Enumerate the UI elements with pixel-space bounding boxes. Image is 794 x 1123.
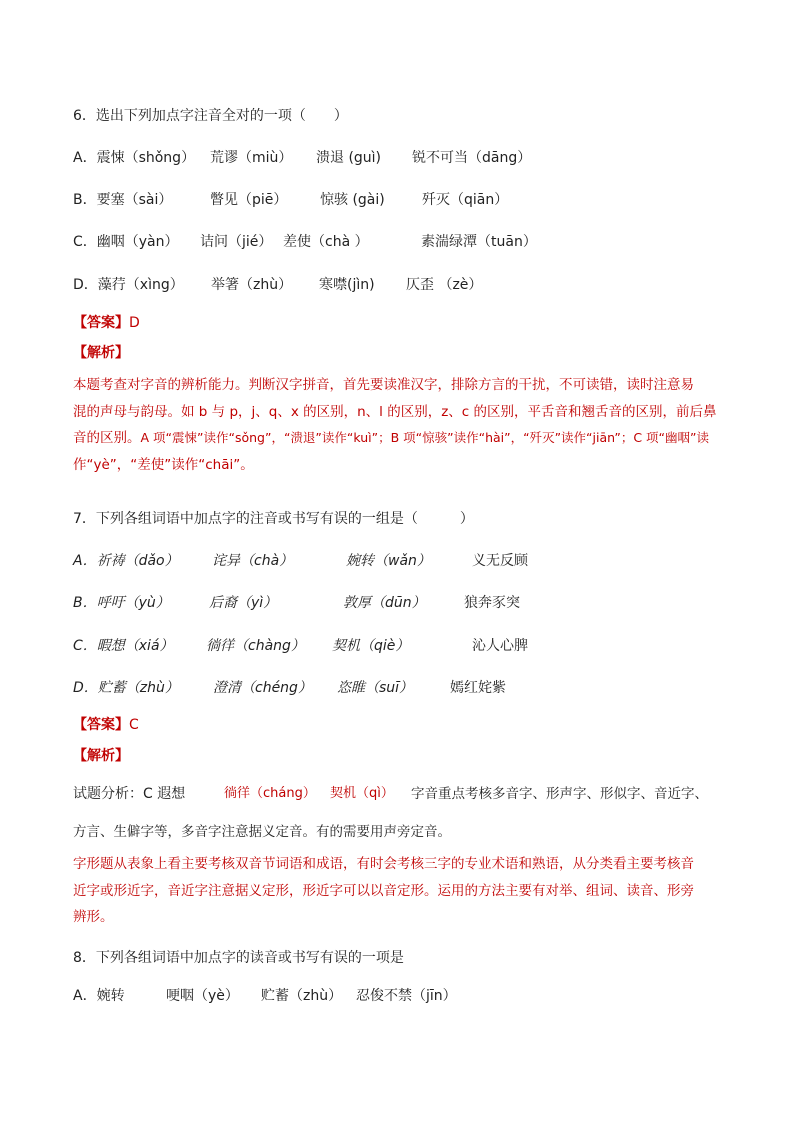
q6-option-d-3: 寒噤(jìn) — [319, 277, 375, 293]
q7-analysis-1b: 徜徉（cháng） — [224, 786, 316, 801]
q7-answer — [73, 715, 139, 735]
q6-analysis-line-3b: A 项“震悚”读作“sǒng”，“溃退”读作“kuì”；B 项“惊骇”读作“hài”，“歼灭”读作“jiān”；C 项“幽咽”读 — [140, 430, 710, 445]
q8-stem: 8．下列各组词语中加点字的读音或书写有误的一项是 — [73, 950, 404, 966]
q6-option-c-4: 素湍绿潭（tuān） — [421, 234, 537, 250]
q6-option-a-3: 溃退 (guì) — [316, 150, 382, 166]
q6-option-c-2: 诘问（jié） — [200, 234, 273, 250]
q6-option-c-1: C．幽咽（yàn） — [73, 234, 179, 250]
q7-option-a — [73, 551, 753, 571]
q7-analysis-tag: 【解析】 — [73, 748, 129, 764]
q7-analysis-1a: 试题分析：C 遐想 — [73, 786, 186, 802]
q7-option-c-4: 沁人心脾 — [472, 638, 528, 654]
q6-option-d-1: D．藻荇（xìng） — [73, 277, 184, 293]
q6-option-a — [73, 148, 753, 168]
q7-option-d-2: 澄清（chéng） — [213, 680, 312, 696]
q7-answer-tag: 【答案】 — [73, 717, 129, 733]
q7-stem: 7．下列各组词语中加点字的注音或书写有误的一组是（ ） — [73, 511, 474, 527]
q7-option-d — [73, 678, 753, 698]
q7-analysis-1d: 字音重点考核多音字、形声字、形似字、音近字、 — [411, 786, 708, 802]
q6-stem: 6．选出下列加点字注音全对的一项（ ） — [73, 108, 348, 124]
q6-option-b — [73, 190, 753, 210]
q6-analysis-line-1: 本题考查对字音的辨析能力。判断汉字拼音，首先要读准汉字，排除方言的干扰，不可读错，读时注意易 — [73, 377, 694, 393]
q7-option-a-3: 婉转（wǎn） — [346, 553, 431, 569]
q6-option-d — [73, 275, 753, 295]
q6-option-d-4: 仄歪 （zè） — [406, 277, 483, 293]
q6-answer-tag: 【答案】 — [73, 315, 129, 331]
q6-analysis-line-2: 混的声母与韵母。如 b 与 p，j、q、x 的区别，n、l 的区别，z、c 的区别，平舌音和翘舌音的区别，前后鼻 — [73, 403, 717, 420]
q7-option-a-1: A．祈祷（dǎo） — [73, 553, 179, 569]
q6-answer-value: D — [129, 315, 140, 331]
q7-analysis-line-1 — [73, 784, 753, 804]
q6-analysis-line-4: 作“yè”，“差使”读作“chāi”。 — [73, 456, 254, 473]
q7-option-c-3: 契机（qiè） — [332, 638, 410, 654]
q7-option-d-3: 恣睢（suī） — [337, 680, 414, 696]
q7-option-b-2: 后裔（yì） — [209, 595, 278, 611]
q7-option-b — [73, 593, 753, 613]
q8-option-a-4: 忍俊不禁（jīn） — [356, 988, 457, 1004]
q7-analysis-line-2: 方言、生僻字等，多音字注意据义定音。有的需要用声旁定音。 — [73, 824, 451, 840]
q7-option-c — [73, 636, 753, 656]
q6-option-a-1: A．震悚（shǒng） — [73, 150, 196, 166]
q7-option-b-1: B．呼吁（yù） — [73, 595, 170, 611]
q7-analysis-line-3: 字形题从表象上看主要考核双音节词语和成语，有时会考核三字的专业术语和熟语，从分类看主要考核音 — [73, 856, 694, 872]
q6-option-b-4: 歼灭（qiān） — [422, 192, 509, 208]
q6-analysis — [73, 372, 725, 478]
q7-analysis-line-4: 近字或形近字，音近字注意据义定形，形近字可以以音定形。运用的方法主要有对举、组词、读音、形旁 — [73, 882, 694, 899]
q6-answer — [73, 313, 140, 333]
q6-analysis-tag: 【解析】 — [73, 345, 129, 361]
q8-option-a-2: 哽咽（yè） — [166, 988, 239, 1004]
q6-option-c — [73, 232, 753, 252]
q7-option-d-1: D．贮蓄（zhù） — [73, 680, 179, 696]
q7-option-b-3: 敦厚（dūn） — [343, 595, 426, 611]
q6-option-b-1: B．要塞（sài） — [73, 192, 173, 208]
q6-option-c-3: 差使（chà ） — [283, 234, 369, 250]
q7-option-a-4: 义无反顾 — [472, 553, 528, 569]
q7-option-b-4: 狼奔豕突 — [464, 595, 520, 611]
q7-option-c-1: C．暇想（xiá） — [73, 638, 174, 654]
q6-option-b-2: 瞥见（piē） — [210, 192, 288, 208]
q6-option-b-3: 惊骇 (gài) — [320, 192, 385, 208]
q6-option-a-2: 荒谬（miù） — [210, 150, 293, 166]
q7-analysis-line-5: 辨形。 — [73, 909, 114, 925]
q6-analysis-line-3a: 音的区别。 — [73, 430, 141, 446]
q8-option-a-1: A．婉转 — [73, 988, 125, 1004]
q6-analysis-line-3 — [73, 425, 725, 452]
q7-answer-value: C — [129, 717, 139, 733]
q7-option-a-2: 诧异（chà） — [212, 553, 294, 569]
q7-option-d-4: 嫣红姹紫 — [450, 680, 506, 696]
q7-analysis-1c: 契机（qì） — [330, 786, 394, 801]
q7-analysis-para — [73, 851, 725, 931]
q8-option-a — [73, 986, 753, 1006]
q6-option-a-4: 锐不可当（dāng） — [412, 150, 532, 166]
q6-option-d-2: 举箸（zhù） — [211, 277, 293, 293]
q7-option-c-2: 徜徉（chàng） — [206, 638, 305, 654]
q8-option-a-3: 贮蓄（zhù） — [261, 988, 343, 1004]
